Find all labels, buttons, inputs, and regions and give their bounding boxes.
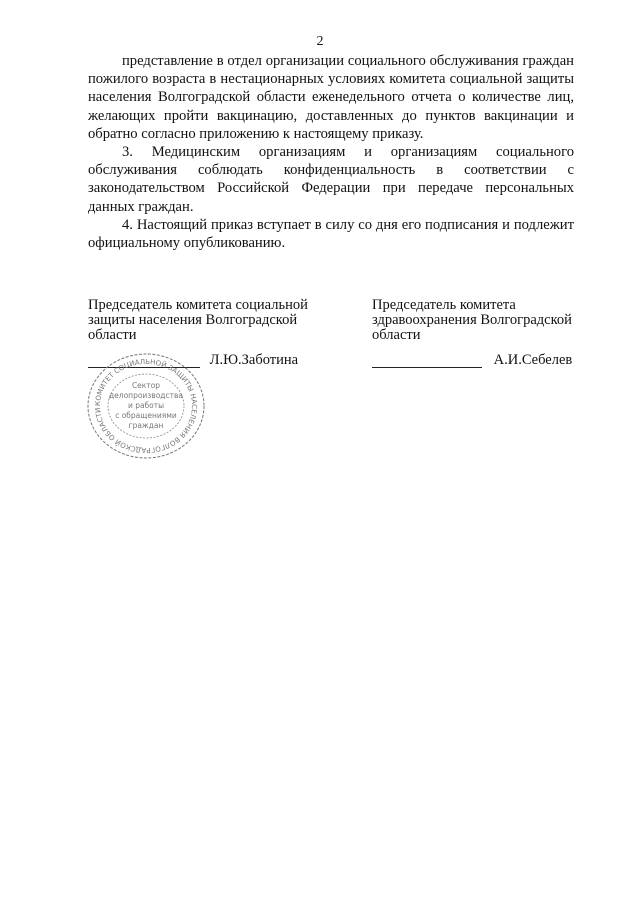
paragraph-item-4: 4. Настоящий приказ вступает в силу со дня его подписания и подлежит официальному опубликованию. — [88, 216, 574, 252]
stamp-line-4: с обращениями — [115, 411, 177, 420]
signature-right-line-row — [372, 352, 572, 368]
paragraph-item-3: 3. Медицинским организациям и организациям социального обслуживания соблюдать конфиденциальность в соответствии с законодательством Российской Федерации при передаче персональных данных граждан. — [88, 144, 574, 215]
stamp-line-2: делопроизводства — [108, 391, 184, 400]
body-text — [88, 52, 574, 252]
page-number: 2 — [316, 34, 324, 49]
signature-right-name: А.И.Себелев — [493, 352, 573, 368]
signature-left-title: Председатель комитета социальной защиты населения Волгоградской области — [88, 297, 308, 343]
paragraph-continuation: представление в отдел организации социального обслуживания граждан пожилого возраста в нестационарных условиях комитета социальной защиты населения Волгоградской области еженедельного отчета о количестве лиц, желающих пройти вакцинацию, доставленных до пунктов вакцинации и обратно согласно приложению к настоящему приказу. — [88, 53, 574, 142]
official-stamp — [84, 350, 208, 462]
stamp-line-3: и работы — [127, 401, 165, 410]
stamp-line-5: граждан — [128, 421, 164, 430]
stamp-line-1: Сектор — [131, 381, 161, 390]
signature-right-title: Председатель комитета здравоохранения Волгоградской области — [372, 297, 572, 343]
signature-left-name: Л.Ю.Заботина — [209, 352, 299, 368]
signature-right-line — [372, 353, 482, 368]
stamp-ring-text: КОМИТЕТ СОЦИАЛЬНОЙ ЗАЩИТЫ НАСЕЛЕНИЯ ВОЛГОГРАДСКОЙ ОБЛАСТИ — [93, 357, 199, 455]
